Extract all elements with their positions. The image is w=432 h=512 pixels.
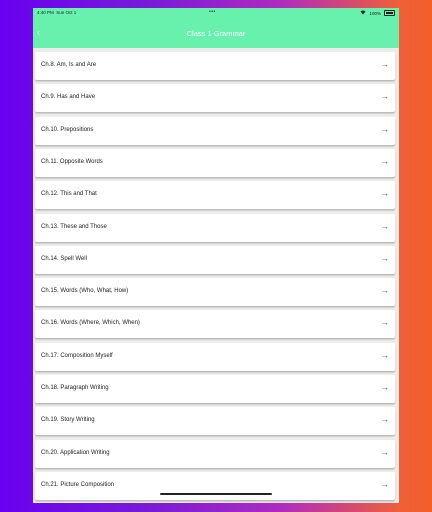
back-arrow-icon[interactable]: ‹ [37, 28, 40, 37]
arrow-right-icon: → [381, 350, 389, 360]
chapter-list-item[interactable] [35, 375, 395, 403]
chapter-list-item[interactable] [35, 472, 395, 500]
chapter-label: Ch.17. Composition Myself [41, 352, 113, 359]
chapter-list-item[interactable] [35, 440, 395, 468]
arrow-right-icon: → [381, 156, 389, 166]
chapter-label: Ch.12. This and That [41, 191, 97, 198]
chapter-label: Ch.16. Words (Where, Which, When) [41, 320, 140, 327]
chapter-label: Ch.21. Picture Composition [41, 481, 115, 488]
app-bar [33, 18, 399, 48]
chapter-label: Ch.10. Prepositions [41, 126, 94, 133]
chapter-label: Ch.15. Words (Who, What, How) [41, 288, 129, 295]
arrow-right-icon: → [381, 221, 389, 231]
chapter-label: Ch.13. These and Those [41, 223, 107, 230]
arrow-right-icon: → [381, 92, 389, 102]
status-right [360, 10, 395, 16]
status-time: 4:40 PM Sun Oct 1 [37, 10, 77, 15]
chapter-list-item[interactable] [35, 407, 395, 435]
arrow-right-icon: → [381, 447, 389, 457]
chapter-label: Ch.20. Application Writing [41, 449, 110, 456]
wifi-icon [360, 10, 366, 16]
status-bar [33, 8, 399, 18]
chapter-list-item[interactable] [35, 52, 395, 80]
arrow-right-icon: → [381, 286, 389, 296]
chapter-label: Ch.18. Paragraph Writing [41, 385, 109, 391]
chapter-list-item[interactable] [35, 214, 395, 242]
multitask-dots-icon[interactable]: ••• [209, 9, 216, 15]
arrow-right-icon: → [381, 253, 389, 263]
page-title: Class 1 Grammar [186, 29, 246, 38]
chapter-list-item[interactable] [35, 310, 395, 338]
chapter-label: Ch.19. Story Writing [41, 417, 95, 424]
chapter-list-item[interactable] [35, 278, 395, 306]
chapter-label: Ch.14. Spell Well [41, 255, 87, 262]
arrow-right-icon: → [381, 479, 389, 489]
arrow-right-icon: → [381, 189, 389, 199]
home-indicator[interactable] [160, 493, 272, 495]
battery-icon [384, 10, 395, 16]
arrow-right-icon: → [381, 415, 389, 425]
chapter-label: Ch.8. Am, Is and Are [41, 62, 97, 68]
tablet-screen [33, 8, 399, 503]
chapter-label: Ch.9. Has and Have [41, 94, 96, 101]
chapter-list-item[interactable] [35, 181, 395, 209]
chapter-list-item[interactable] [35, 343, 395, 371]
chapter-list-item[interactable] [35, 149, 395, 177]
arrow-right-icon: → [381, 383, 389, 392]
battery-percent: 100% [369, 10, 381, 16]
arrow-right-icon: → [381, 60, 389, 69]
arrow-right-icon: → [381, 124, 389, 134]
chapter-list-item[interactable] [35, 84, 395, 112]
chapter-list-item[interactable] [35, 117, 395, 145]
chapter-label: Ch.11. Opposite Words [41, 158, 103, 165]
arrow-right-icon: → [381, 318, 389, 328]
chapter-list-item[interactable] [35, 246, 395, 274]
